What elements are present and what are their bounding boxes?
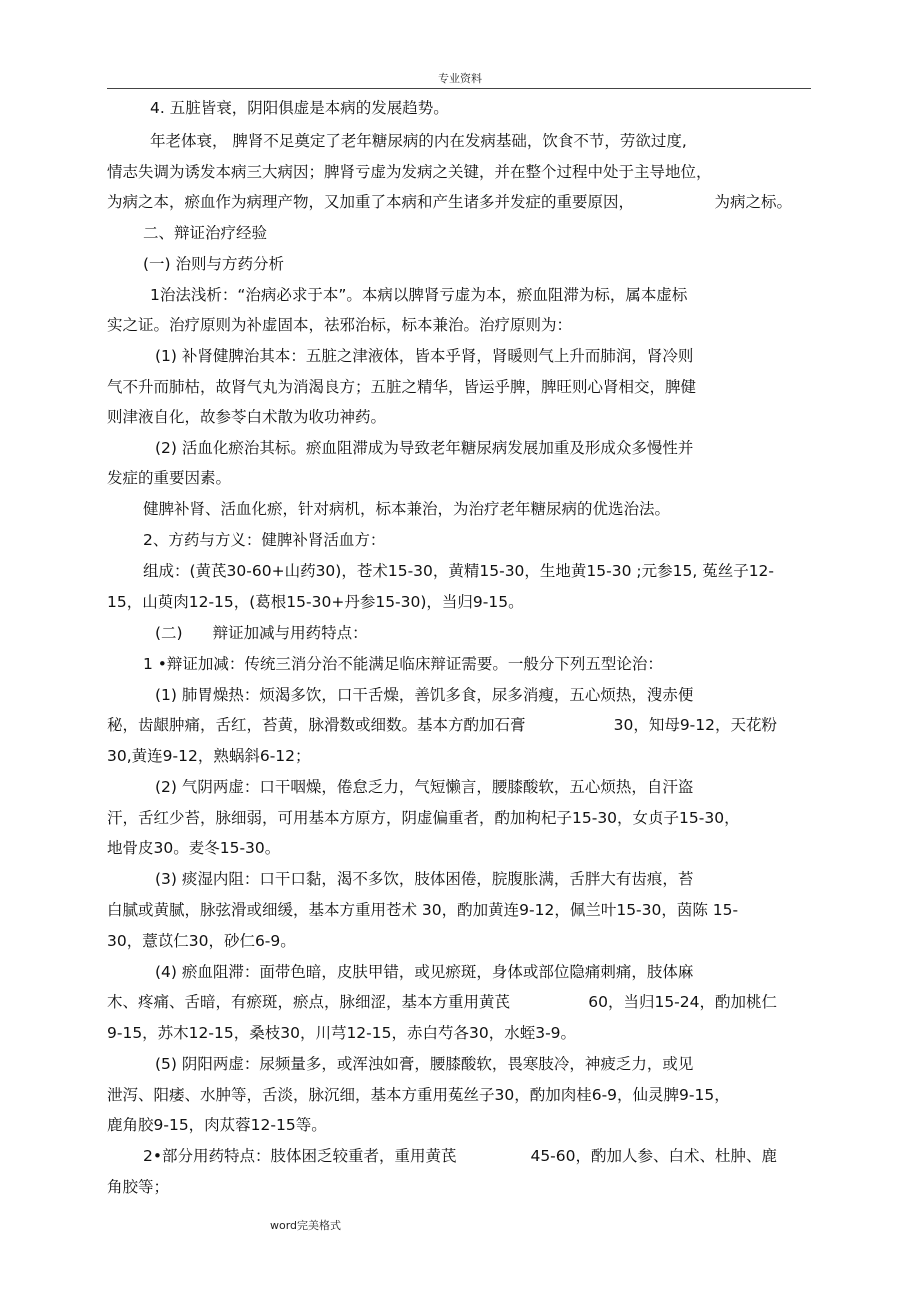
text-segment: 为病之标。	[714, 193, 792, 211]
text-line: 4. 五脏皆衰，阴阳俱虚是本病的发展趋势。	[150, 99, 449, 117]
page-footer: word完美格式	[270, 1219, 342, 1232]
header-rule	[107, 88, 811, 89]
text-line: (1) 补肾健脾治其本：五脏之津液体，皆本乎肾，肾暖则气上升而肺润，肾冷则	[155, 347, 694, 365]
text-segment: 45-60，酌加人参、白术、杜肿、鹿	[530, 1147, 777, 1165]
text-line: 30，薏苡仁30，砂仁6-9。	[107, 932, 296, 950]
text-line: (3) 痰湿内阻：口干口黏，渴不多饮，肢体困倦，脘腹胀满，舌胖大有齿痕，苔	[155, 870, 694, 888]
text-line: 鹿角胶9-15，肉苁蓉12-15等。	[107, 1116, 327, 1134]
text-line: 则津液自化，故参苓白术散为收功神药。	[107, 408, 387, 426]
text-segment: 辩证加减与用药特点：	[212, 624, 368, 642]
section-heading: 二、辩证治疗经验	[143, 224, 268, 242]
text-line: 发症的重要因素。	[107, 469, 232, 487]
text-line: (5) 阴阳两虚：尿频量多，或浑浊如膏，腰膝酸软，畏寒肢冷，神疲乏力，或见	[155, 1055, 694, 1073]
text-line	[107, 715, 777, 735]
text-line: 组成：(黄芪30-60+山药30)，苍术15-30，黄精15-30，生地黄15-30 ;元参15, 菟丝子12-	[143, 562, 775, 580]
text-line: 气不升而肺枯，故肾气丸为消渴良方；五脏之精华，皆运乎脾，脾旺则心肾相交，脾健	[107, 378, 697, 396]
text-line: 年老体衰， 脾肾不足奠定了老年糖尿病的内在发病基础，饮食不节，劳欲过度,	[150, 132, 687, 150]
text-line: (1) 肺胃燥热：烦渴多饮，口干舌燥，善饥多食，尿多消瘦，五心烦热，溲赤便	[155, 686, 694, 704]
page-header: 专业资料	[438, 72, 482, 85]
text-line: 情志失调为诱发本病三大病因；脾肾亏虚为发病之关键，并在整个过程中处于主导地位，	[107, 163, 712, 181]
text-line: 9-15，苏木12-15，桑枝30，川芎12-15，赤白芍各30，水蛭3-9。	[107, 1024, 577, 1042]
text-segment: 60，当归15-24，酌加桃仁	[588, 993, 777, 1011]
text-line: (2) 活血化瘀治其标。瘀血阻滞成为导致老年糖尿病发展加重及形成众多慢性并	[155, 439, 694, 457]
text-line	[143, 1146, 777, 1166]
text-segment: 30，知母9-12，天花粉	[613, 716, 777, 734]
section-heading: (一) 治则与方药分析	[143, 255, 285, 273]
text-line: 地骨皮30。麦冬15-30。	[107, 839, 281, 857]
text-segment: 秘，齿龈肿痛，舌红，苔黄，脉滑数或细数。基本方酌加石膏	[107, 716, 526, 734]
text-line: 2、方药与方义：健脾补肾活血方：	[143, 531, 386, 549]
section-heading	[155, 623, 368, 643]
text-line: 泄泻、阳痿、水肿等，舌淡，脉沉细，基本方重用菟丝子30，酌加肉桂6-9，仙灵脾9-15，	[107, 1086, 730, 1104]
text-line: (2) 气阴两虚：口干咽燥，倦怠乏力，气短懒言，腰膝酸软，五心烦热，自汗盗	[155, 778, 694, 796]
text-segment: 2•部分用药特点：肢体困乏较重者，重用黄芪	[143, 1147, 457, 1165]
text-line: 实之证。治疗原则为补虚固本，祛邪治标，标本兼治。治疗原则为：	[107, 316, 573, 334]
text-line: (4) 瘀血阻滞：面带色暗，皮肤甲错，或见瘀斑，身体或部位隐痛刺痛，肢体麻	[155, 963, 694, 981]
text-line	[107, 192, 792, 212]
text-segment: 木、疼痛、舌暗，有瘀斑，瘀点，脉细涩，基本方重用黄芪	[107, 993, 511, 1011]
text-segment: 为病之本，瘀血作为病理产物，又加重了本病和产生诸多并发症的重要原因，	[107, 193, 635, 211]
text-line: 15，山萸肉12-15，(葛根15-30+丹参15-30)，当归9-15。	[107, 593, 524, 611]
text-line: 30,黄连9-12，熟蜗斜6-12；	[107, 747, 311, 765]
text-segment: (二)	[155, 624, 183, 642]
text-line: 1治法浅析：“治病必求于本”。本病以脾肾亏虚为本，瘀血阻滞为标，属本虚标	[150, 286, 688, 304]
text-line: 健脾补肾、活血化瘀，针对病机，标本兼治，为治疗老年糖尿病的优选治法。	[143, 500, 671, 518]
text-line: 角胶等；	[107, 1178, 170, 1196]
text-line: 白腻或黄腻，脉弦滑或细缓，基本方重用苍术 30，酌加黄连9-12，佩兰叶15-30，茵陈 15-	[107, 901, 739, 919]
text-line	[107, 992, 777, 1012]
text-line: 1 •辩证加减：传统三消分治不能满足临床辩证需要。一般分下列五型论治：	[143, 655, 663, 673]
text-line: 汗，舌红少苔，脉细弱，可用基本方原方，阴虚偏重者，酌加枸杞子15-30，女贞子15-30，	[107, 809, 740, 827]
